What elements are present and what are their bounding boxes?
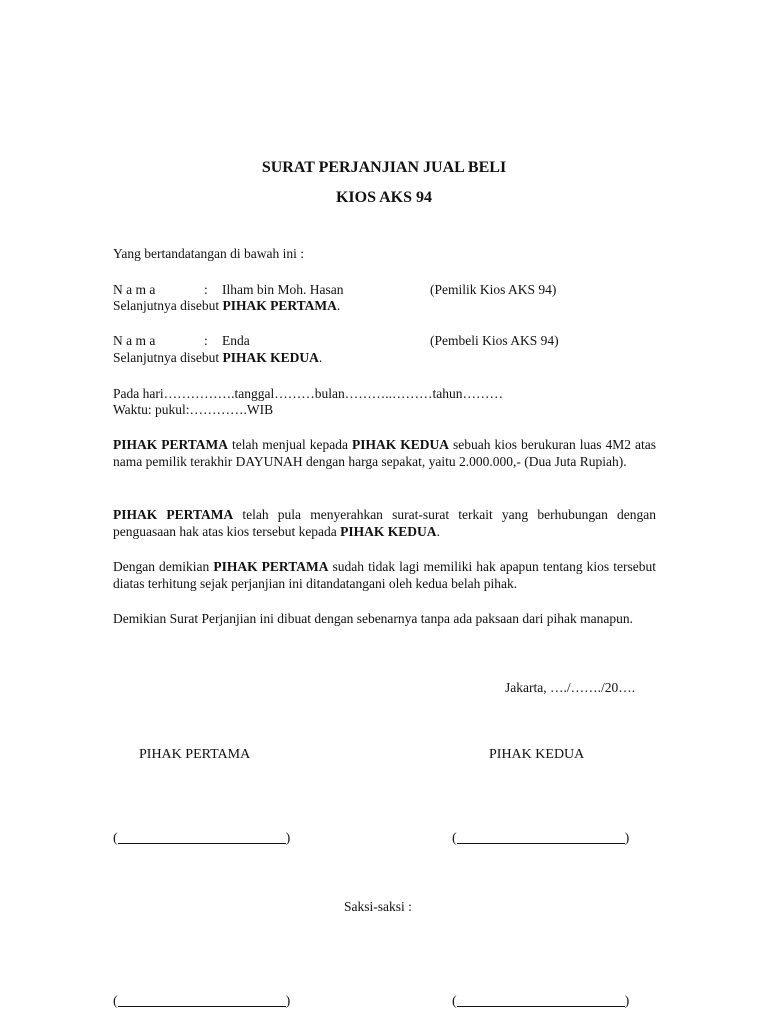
party1-referred-suffix: . — [336, 298, 341, 313]
w2-close: ) — [624, 994, 630, 1009]
paragraph-handover — [113, 506, 656, 540]
party1-name: Ilham bin Moh. Hasan — [222, 282, 344, 297]
p2-party2: PIHAK KEDUA — [340, 524, 437, 539]
sig2-open: ( — [452, 831, 457, 846]
party2-referred-suffix: . — [318, 350, 323, 365]
witness-label: Saksi-saksi : — [344, 899, 412, 914]
party2-colon: : — [204, 333, 208, 348]
witness-line-1 — [113, 993, 290, 1010]
p3-party1: PIHAK PERTAMA — [213, 559, 329, 574]
w1-underline — [118, 993, 286, 1007]
party1-colon: : — [204, 282, 208, 297]
signature-label-party2: PIHAK KEDUA — [489, 747, 585, 762]
sig1-underline — [118, 830, 286, 844]
time-line: Waktu: pukul:………….WIB — [113, 402, 274, 417]
signature-label-party1: PIHAK PERTAMA — [139, 747, 251, 762]
place-date: Jakarta, …./……./20…. — [505, 680, 636, 695]
party2-name: Enda — [222, 333, 250, 348]
w2-underline — [457, 993, 625, 1007]
witness-line-2 — [452, 993, 629, 1010]
p2-text1: telah pula menyerahkan surat-surat terkait yang berhubungan dengan penguasaan hak atas kios tersebut kepada — [113, 507, 656, 539]
date-line: Pada hari…………….tanggal………bulan………..………tahun……… — [113, 386, 503, 401]
document-title: SURAT PERJANJIAN JUAL BELI — [261, 159, 507, 176]
paragraph-closing: Demikian Surat Perjanjian ini dibuat dengan sebenarnya tanpa ada paksaan dari pihak manapun. — [113, 611, 633, 626]
party1-referred-prefix: Selanjutnya disebut — [113, 298, 223, 313]
party2-referred-name: PIHAK KEDUA — [222, 350, 319, 365]
party2-role: (Pembeli Kios AKS 94) — [430, 333, 559, 348]
p3-text1: sudah tidak lagi memiliki hak apapun tentang kios tersebut diatas terhitung sejak perjanjian ini ditandatangani oleh kedua belah pihak. — [113, 559, 656, 591]
p1-text1: telah menjual kepada — [228, 437, 352, 452]
party2-referred — [113, 349, 322, 366]
p2-party1: PIHAK PERTAMA — [113, 507, 234, 522]
p3-text0: Dengan demikian — [113, 559, 214, 574]
paragraph-sale — [113, 436, 656, 470]
party2-name-label: N a m a — [113, 333, 156, 348]
intro-text: Yang bertandatangan di bawah ini : — [113, 246, 304, 261]
w1-close: ) — [285, 994, 291, 1009]
sig1-close: ) — [285, 831, 291, 846]
document-subtitle: KIOS AKS 94 — [335, 189, 433, 206]
p1-party2: PIHAK KEDUA — [352, 437, 450, 452]
p1-party1: PIHAK PERTAMA — [113, 437, 229, 452]
signature-line-party1 — [113, 830, 290, 847]
party1-referred — [113, 297, 340, 314]
p1-text2: sebuah kios berukuran luas 4M2 atas nama pemilik terakhir DAYUNAH dengan harga sepakat, yaitu 2.000.000,- (Dua Juta Rupiah). — [113, 437, 656, 469]
party1-name-label: N a m a — [113, 282, 156, 297]
sig2-close: ) — [624, 831, 630, 846]
sig1-open: ( — [113, 831, 118, 846]
w2-open: ( — [452, 994, 457, 1009]
signature-line-party2 — [452, 830, 629, 847]
party1-referred-name: PIHAK PERTAMA — [222, 298, 337, 313]
sig2-underline — [457, 830, 625, 844]
paragraph-rights — [113, 558, 656, 592]
party2-referred-prefix: Selanjutnya disebut — [113, 350, 223, 365]
party1-role: (Pemilik Kios AKS 94) — [430, 282, 557, 297]
p2-text2: . — [436, 524, 440, 539]
w1-open: ( — [113, 994, 118, 1009]
